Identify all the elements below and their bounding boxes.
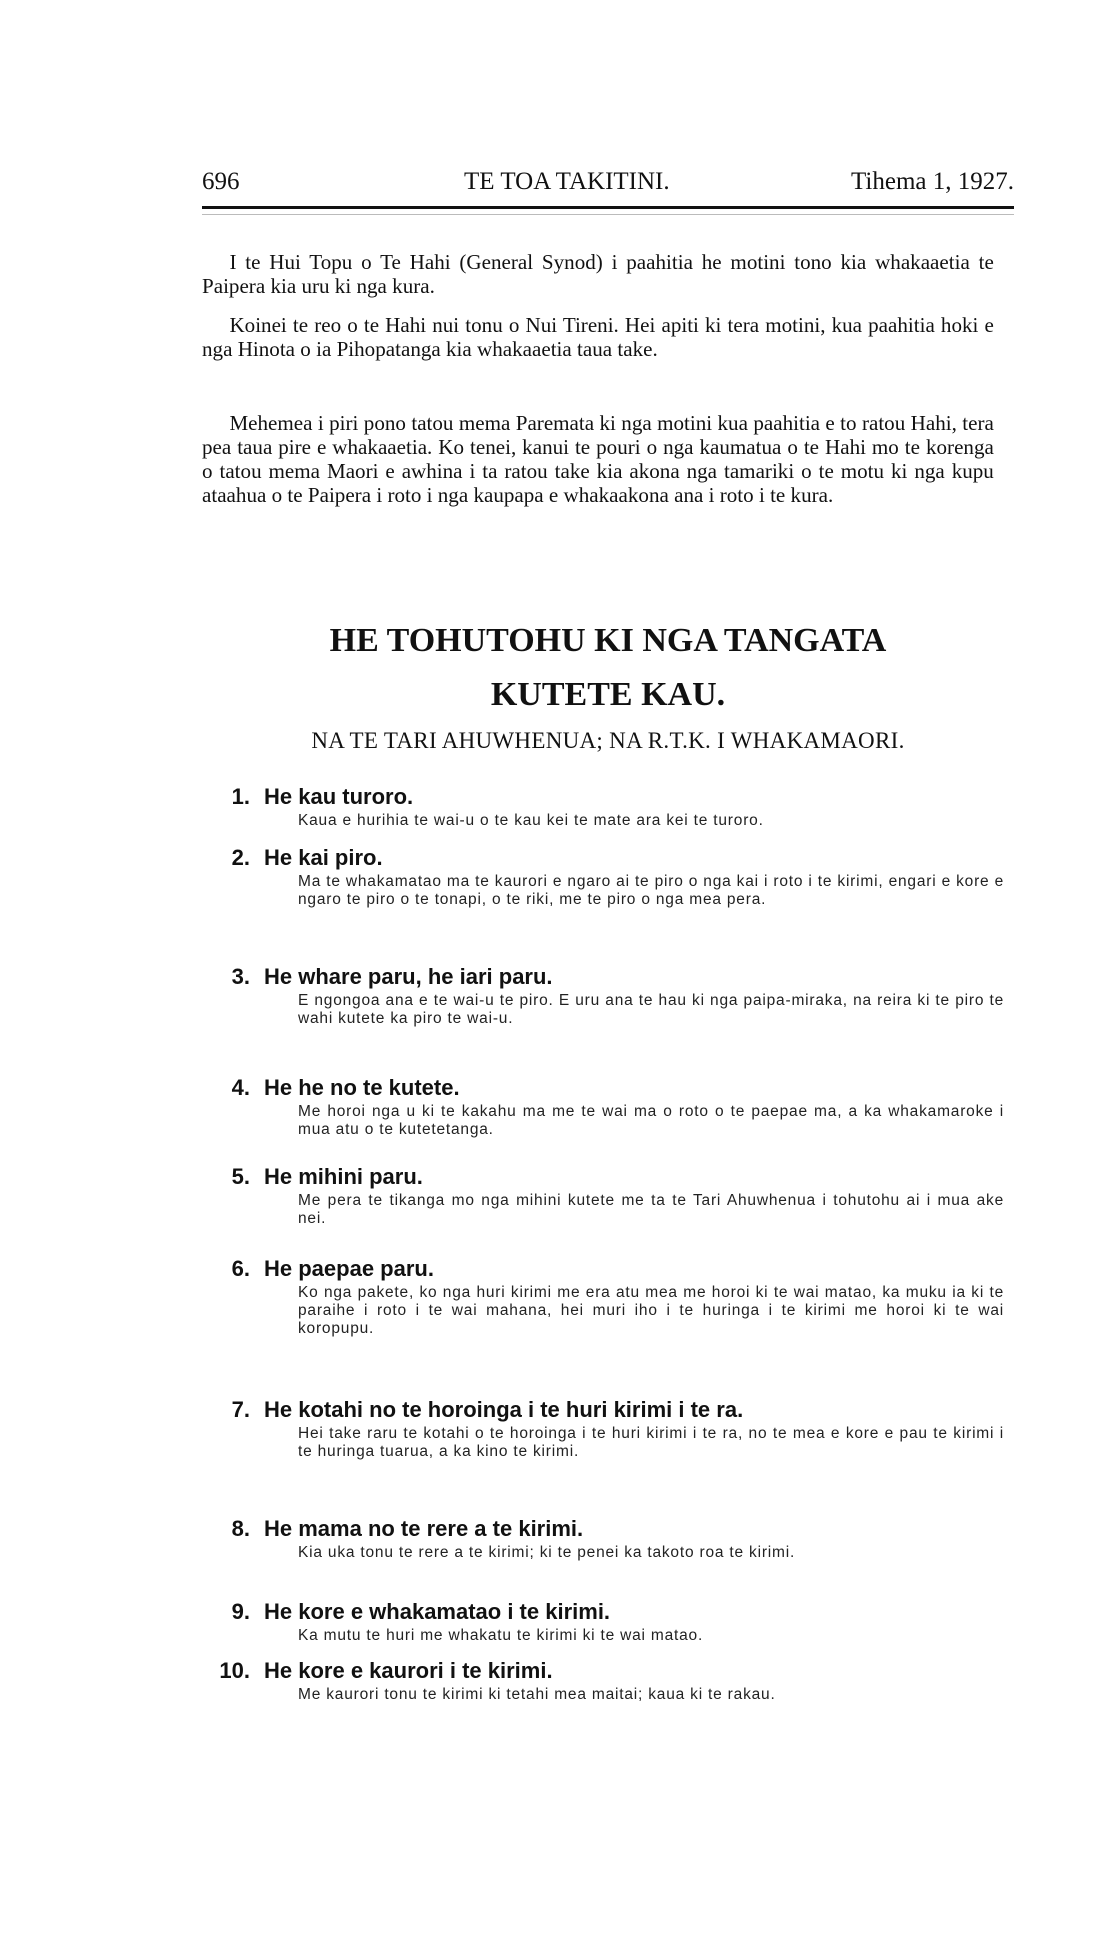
item-text: Ma te whakamatao ma te kaurori e ngaro ai te piro o nga kai i roto i te kirimi, engari e kore e ngaro te piro o te tonapi, o te riki, me te piro o nga mea pera. [298,873,1004,908]
item-heading: He kai piro. [264,845,383,870]
item-heading: He paepae paru. [264,1256,434,1281]
item-heading: He kau turoro. [264,784,414,809]
item-heading: He he no te kutete. [264,1075,460,1100]
item-number: 3. [231,964,250,989]
item-heading: He kotahi no te horoinga i te huri kirimi i te ra. [264,1397,744,1422]
item-text: E ngongoa ana e te wai-u te piro. E uru ana te hau ki nga paipa-miraka, na reira ki te piro te wahi kutete ka piro te wai-u. [298,992,1004,1027]
item-number: 2. [231,845,250,870]
article-title-line: KUTETE KAU. [490,676,726,713]
publication-title: TE TOA TAKITINI. [464,168,670,195]
item-heading: He mihini paru. [264,1164,423,1189]
article-title [202,614,1014,722]
item-text: Hei take raru te kotahi o te horoinga i te huri kirimi i te ra, no te mea e kore e pau te kirimi i te huringa tuarua, a ka kino te kirimi. [298,1425,1004,1460]
item-heading: He whare paru, he iari paru. [264,964,553,989]
item-text: Ko nga pakete, ko nga huri kirimi me era atu mea me horoi ki te wai matao, ka muku ia ki te paraihe i roto i te wai mahana, hei muri iho i te huringa i te kirimi me horoi ki te wai koropupu. [298,1284,1004,1337]
paragraph: Koinei te reo o te Hahi nui tonu o Nui Tireni. Hei apiti ki tera motini, kua paahitia hoki e nga Hinota o ia Pihopatanga kia whakaaetia taua take. [202,313,994,361]
header-rule-thin [202,214,1014,215]
item-number: 1. [231,784,250,809]
item-heading: He kore e whakamatao i te kirimi. [264,1599,611,1624]
item-text: Kia uka tonu te rere a te kirimi; ki te penei ka takoto roa te kirimi. [298,1544,796,1561]
article-subtitle: NA TE TARI AHUWHENUA; NA R.T.K. I WHAKAMAORI. [311,728,905,753]
page-number: 696 [202,168,240,195]
item-text: Me kaurori tonu te kirimi ki tetahi mea maitai; kaua ki te rakau. [298,1686,776,1703]
item-number: 4. [231,1075,250,1100]
item-heading: He kore e kaurori i te kirimi. [264,1658,553,1683]
article-title-line: HE TOHUTOHU KI NGA TANGATA [329,622,887,659]
header-rule [202,206,1014,209]
item-heading: He mama no te rere a te kirimi. [264,1516,584,1541]
item-number: 10. [219,1658,250,1683]
item-text: Me horoi nga u ki te kakahu ma me te wai ma o roto o te paepae ma, a ka whakamaroke i mua atu o te kutetetanga. [298,1103,1004,1138]
item-number: 7. [231,1397,250,1422]
item-number: 9. [231,1599,250,1624]
item-number: 8. [231,1516,250,1541]
item-text: Ka mutu te huri me whakatu te kirimi ki te wai matao. [298,1627,704,1644]
issue-date: Tihema 1, 1927. [851,168,1014,195]
running-header [202,168,1014,204]
item-number: 5. [231,1164,250,1189]
paragraph: Mehemea i piri pono tatou mema Paremata ki nga motini kua paahitia e to ratou Hahi, tera pea taua pire e whakaaetia. Ko tenei, kanui te pouri o nga kaumatua o te Hahi mo te korenga o tatou mema Maori e awhina i ta ratou take kia akona nga tamariki o te motu ki nga kupu ataahua o te Paipera i roto i nga kaupapa e whakaakona ana i roto i te kura. [202,411,994,507]
item-text: Me pera te tikanga mo nga mihini kutete me ta te Tari Ahuwhenua i tohutohu ai i mua ake nei. [298,1192,1004,1227]
item-text: Kaua e hurihia te wai-u o te kau kei te mate ara kei te turoro. [298,812,764,829]
item-number: 6. [231,1256,250,1281]
paragraph: I te Hui Topu o Te Hahi (General Synod) i paahitia he motini tono kia whakaaetia te Paipera kia uru ki nga kura. [202,250,994,298]
